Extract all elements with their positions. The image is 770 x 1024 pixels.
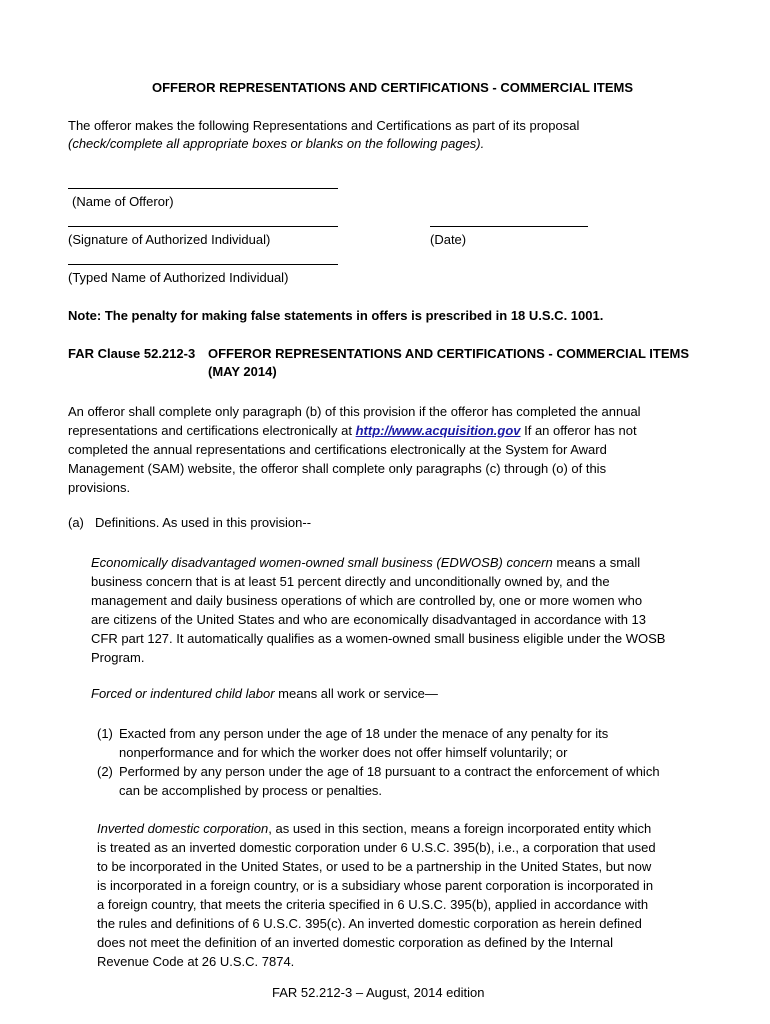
page-footer: FAR 52.212-3 – August, 2014 edition — [272, 985, 485, 1000]
definition-line: is treated as an inverted domestic corporation under 6 U.S.C. 395(b), i.e., a corporation that used — [97, 840, 656, 855]
name-of-offeror-line[interactable] — [68, 188, 338, 189]
list-item-number: (2) — [97, 764, 113, 779]
clause-title: OFFEROR REPRESENTATIONS AND CERTIFICATIONS - COMMERCIAL ITEMS — [208, 346, 689, 361]
definition-line — [97, 819, 656, 838]
list-item-text: Exacted from any person under the age of 18 under the menace of any penalty for its — [119, 726, 609, 741]
definition-line: Revenue Code at 26 U.S.C. 7874. — [97, 954, 295, 969]
signature-line[interactable] — [68, 226, 338, 227]
paragraph-line-with-link — [68, 421, 641, 440]
definition-line: the rules and definitions of 6 U.S.C. 395(c). An inverted domestic corporation as herein defined — [97, 916, 642, 931]
section-a-label: (a) — [68, 515, 84, 530]
definition-line: CFR part 127. It automatically qualifies as a women-owned small business eligible under the WOSB — [91, 631, 666, 646]
acquisition-gov-link[interactable]: http://www.acquisition.gov — [355, 423, 521, 438]
definition-line — [91, 553, 665, 572]
defined-term: Economically disadvantaged women-owned small business (EDWOSB) concern — [91, 555, 553, 570]
applicability-paragraph — [68, 402, 641, 497]
definition-line: Program. — [91, 650, 145, 665]
paragraph-line: Management (SAM) website, the offeror shall complete only paragraphs (c) through (o) of this — [68, 461, 607, 476]
date-line[interactable] — [430, 226, 588, 227]
definition-line: a foreign country, that meets the criteria specified in 6 U.S.C. 395(b), applied in accordance with — [97, 897, 649, 912]
definition-line: is incorporated in a foreign country, or is a subsidiary whose parent corporation is incorporated in — [97, 878, 654, 893]
signature-label: (Signature of Authorized Individual) — [68, 232, 271, 247]
definition-text: means a small — [552, 555, 641, 570]
section-a-heading: Definitions. As used in this provision-- — [95, 515, 312, 530]
clause-number: FAR Clause 52.212-3 — [68, 346, 196, 361]
list-item-text: nonperformance and for which the worker does not offer himself voluntarily; or — [119, 745, 568, 760]
intro-line-2: (check/complete all appropriate boxes or blanks on the following pages). — [68, 136, 485, 151]
name-of-offeror-label: (Name of Offeror) — [72, 194, 174, 209]
paragraph-text: representations and certifications electronically at — [68, 423, 356, 438]
list-item-text: can be accomplished by process or penalties. — [119, 783, 383, 798]
inverted-corporation-definition — [97, 819, 656, 971]
definition-text: , as used in this section, means a foreign incorporated entity which — [268, 821, 652, 836]
paragraph-text: If an offeror has not — [520, 423, 637, 438]
date-label: (Date) — [430, 232, 467, 247]
defined-term: Forced or indentured child labor — [91, 686, 275, 701]
list-item-number: (1) — [97, 726, 113, 741]
edwosb-definition — [91, 553, 665, 667]
definition-text: means all work or service— — [274, 686, 438, 701]
clause-date: (MAY 2014) — [208, 364, 277, 379]
document-title: OFFEROR REPRESENTATIONS AND CERTIFICATIONS - COMMERCIAL ITEMS — [152, 80, 633, 95]
definition-line: does not meet the definition of an inverted domestic corporation as defined by the Internal — [97, 935, 613, 950]
forced-labor-definition — [91, 686, 438, 701]
defined-term: Inverted domestic corporation — [97, 821, 269, 836]
definition-line: are citizens of the United States and who are economically disadvantaged in accordance with 13 — [91, 612, 646, 627]
list-item-text: Performed by any person under the age of 18 pursuant to a contract the enforcement of which — [119, 764, 660, 779]
paragraph-line: completed the annual representations and certifications electronically at the System for Award — [68, 442, 607, 457]
penalty-note: Note: The penalty for making false statements in offers is prescribed in 18 U.S.C. 1001. — [68, 308, 604, 323]
paragraph-line: provisions. — [68, 480, 131, 495]
definition-line: to be incorporated in the United States, or used to be a partnership in the United States, but now — [97, 859, 652, 874]
paragraph-line: An offeror shall complete only paragraph (b) of this provision if the offeror has completed the annual — [68, 404, 641, 419]
typed-name-line[interactable] — [68, 264, 338, 265]
definition-line: business concern that is at least 51 percent directly and unconditionally owned by, and the — [91, 574, 610, 589]
definition-line: management and daily business operations of which are controlled by, one or more women who — [91, 593, 643, 608]
intro-line-1: The offeror makes the following Representations and Certifications as part of its proposal — [68, 118, 580, 133]
typed-name-label: (Typed Name of Authorized Individual) — [68, 270, 289, 285]
